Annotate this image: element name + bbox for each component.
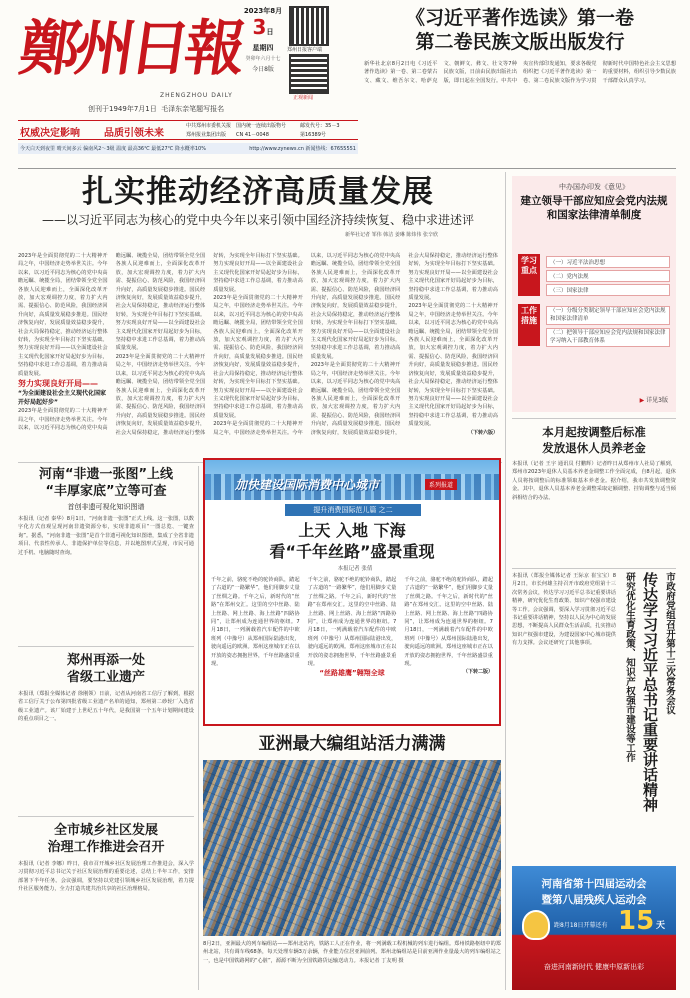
- feature-headline-2: 看“千年丝路”盛景重现: [269, 542, 435, 561]
- community-headline-1: 全市城乡社区发展: [53, 823, 158, 838]
- heritage-body: 本报讯（记者 秦华）8月1日，“河南非遗一张图”正式上线。这一张图，以数字化方式直观呈现河南非遗资源分布，实现非遗项目“一图总览、一键查询”。据悉，“河南非遗一张图”是首个非遗可视化知识图谱，集成了全省非遗项目、代表性传承人、非遗保护单位等信息，并以地图形式呈现，市民可通过手机、电脑随时查询。: [18, 516, 194, 556]
- lead-subtitle: 努力实现良好开局——: [18, 379, 98, 389]
- pension-headline-1: 本月起按调整后标准: [542, 425, 646, 439]
- ad-countdown: 15: [618, 906, 655, 936]
- lead-body-4: 2023年是全面贯彻党的二十大精神开局之年，中国经济走势举世关注。今年以来，以习近平同志为核心的党中央高瞻远瞩、统揽全局，团结带领全党全国各族人民迎难而上，全面深化改革开放，加大宏观调控力度，着力扩大内需、提振信心、防范风险，我国经济回升向好，高质量发展稳步推进。国民经济恢复向好，发展质量效益稳步提升，社会大局保持稳定，推动经济运行整体好转，为实现全年目标打下坚实基础。努力实现良好开局——以全面建设社会主义现代化国家开好局起好步为目标，坚持稳中求进工作总基调，着力推动高质量发展。: [213, 295, 303, 419]
- inscription: 毛泽东亲笔题写报名: [161, 105, 225, 113]
- industrial-body: 本报讯（郑报全媒体记者 徐刚领）日前，记者从河南省工信厅了解到，根据省工信厅关于公布第四批省级工业遗产名单的通知，郑州第二砂轮厂入选省级工业遗产。该厂始建于上世纪五十年代，是我国第一个五年计划期间建设的重点项目之一。: [18, 691, 194, 723]
- notice-kicker: 中办国办印发《意见》: [559, 183, 629, 191]
- mascot-icon: [522, 910, 550, 940]
- work-item-2: （二）把领导干部应知应会党内法规和国家法律学习纳入干部教育体系: [546, 328, 670, 347]
- page-count: 今日8版: [252, 66, 274, 73]
- weather-bar: [18, 143, 358, 154]
- heritage-subhead: 首创非遗可视化知识图谱: [67, 503, 145, 511]
- qr-code-icon-2[interactable]: [291, 56, 327, 92]
- study-item-1: （一）习近平法治思想: [546, 256, 670, 268]
- community-headline-2: 治理工作推进会召开: [47, 840, 165, 855]
- qr-code-icon[interactable]: [291, 8, 327, 44]
- lead-subtitle-2: “为全面建设社会主义现代化国家开好局起好步”: [18, 390, 106, 407]
- sidebar-notice: [512, 176, 676, 412]
- lead-subhead: ——以习近平同志为核心的党中央今年以来引领中国经济持续恢复、稳中求进述评: [41, 213, 474, 227]
- gov-meeting-vertical-3: 研究优化生育政策、知识产权强市建设等工作: [624, 572, 635, 762]
- publisher-1: 中共郑州市委机关报: [186, 123, 232, 129]
- tag-work-measures: 工作措施: [518, 304, 540, 346]
- community-story: [18, 822, 194, 992]
- gov-meeting-vertical-1: 市政府党组召开第十三次常务会议: [664, 572, 675, 715]
- feature-byline: 本报记者 张倩: [337, 566, 373, 572]
- notice-more: 详见3版: [646, 397, 668, 404]
- lead-body-7: 2023年是全面贯彻党的二十大精神开局之年，中国经济走势举世关注。今年以来，以习近平同志为核心的党中央高瞻远瞩、统揽全局，团结带领全党全国各族人民迎难而上，全面深化改革开放，加大宏观调控力度，着力扩大内需、提振信心、防范风险，我国经济回升向好，高质量发展稳步推进。国民经济恢复向好，发展质量效益稳步提升，社会大局保持稳定，推动经济运行整体好转，为实现全年目标打下坚实基础。努力实现良好开局——以全面建设社会主义现代化国家开好局起好步为目标，坚持稳中求进工作总基调，着力推动高质量发展。: [408, 303, 498, 428]
- newspaper-logo: 鄭州日報: [15, 14, 245, 84]
- website: http://www.zynews.cn 新闻热线：67655551: [249, 146, 356, 152]
- tag-study-focus: 学习重点: [518, 254, 540, 296]
- top-story-headline-1: 《习近平著作选读》第一卷: [405, 7, 634, 29]
- industrial-headline-2: 省级工业遗产: [66, 670, 145, 685]
- english-name: ZHENGZHOU DAILY: [160, 92, 233, 99]
- qr-label-news: 正观新闻: [293, 95, 314, 101]
- asia-caption: 8月2日，亚洲最大的列车编组站——郑州北站内，铁路工人正在作业，将一列满载工程机械的列车进行编组。郑州铁路枢纽中的郑州北站，共有调车线68条，每天处理车辆3万余辆，作业能力位居亚洲前列。郑州北编组站是目前亚洲作业量最大的列车编组站之一，也是中国铁路网的“心脏”，源源不断为全国铁路货运输送动力。本报记者 丁友明 摄: [203, 941, 501, 964]
- publisher-2: 郑州报业集团出版: [186, 132, 227, 138]
- lead-continued[interactable]: （下转六版）: [467, 429, 498, 436]
- work-item-1: （一）分级分类制定领导干部应知应会党内法规和国家法律清单: [546, 306, 670, 325]
- feature-banner: [205, 460, 499, 500]
- post-code-2: 第16389号: [300, 132, 326, 138]
- weekday: 星期四: [252, 44, 274, 52]
- top-story-body: 新华社北京8月2日电《习近平著作选读》第一卷、第二卷蒙古文、藏文、维吾尔文、哈萨克文、朝鲜文、彝文、壮文等7种民族文版，日前由民族出版社出版，即日起在全国发行。中共中央宣传部印发通知，要求各级党组织把《习近平著作选读》第一卷、第二卷民族文版作为学习贯彻新时代中国特色社会主义思想的重要材料，组织引导少数民族干部群众认真学习。: [364, 61, 676, 84]
- feature-subheading: “丝路雄鹰”翱翔全球: [319, 669, 385, 678]
- industrial-headline-1: 郑州再添一处: [66, 653, 145, 668]
- notice-more-link[interactable]: [640, 395, 668, 404]
- pension-headline-2: 发放退休人员养老金: [542, 441, 646, 455]
- post-code-1: 邮发代号：35－3: [300, 123, 340, 129]
- study-item-3: （三）国家法律: [546, 284, 670, 296]
- issn-2: CN 41－0048: [236, 132, 269, 138]
- gov-meeting-story: [512, 572, 676, 860]
- unit-day: 日: [266, 28, 274, 36]
- top-story-headline-2: 第二卷民族文版出版发行: [415, 31, 625, 53]
- feature-banner-tag: 系列报道: [425, 479, 457, 490]
- date-block: [243, 6, 283, 73]
- heritage-headline-2: “丰厚家底”立等可查: [45, 484, 167, 499]
- pension-story: [512, 424, 676, 564]
- arrow-icon: ▶: [639, 397, 645, 404]
- community-body: 本报讯（记者 李娜）昨日，我市召开城乡社区发展治理工作推进会，深入学习贯彻习近平总书记关于社区发展治理的重要论述，总结上半年工作，安排部署下半年任务。会议强调，要坚持以党建引领城乡社区发展治理，着力提升社区服务能力，全力打造共建共治共享的社区治理格局。: [18, 861, 194, 893]
- slogan-2: 品质引领未来: [104, 128, 164, 139]
- feature-continued[interactable]: （下转二版）: [462, 669, 493, 676]
- gov-meeting-body: 本报讯（郑报全媒体记者 王际京 崔宝宝）8月2日，市长何雄主持召开市政府党组第十三次常务会议，传达学习习近平总书记重要讲话精神，研究优化生育政策、知识产权强市建设等工作。会议强调，要深入学习贯彻习近平总书记重要讲话精神，坚持以人民为中心的发展思想，不断提高人民群众生活品质，扎实推动知识产权强市建设，为建设国家中心城市提供有力支撑。会议还研究了其他事项。: [512, 573, 616, 647]
- feature-headline-1: 上天 入地 下海: [298, 521, 406, 540]
- lead-story: [18, 172, 498, 458]
- feature-body-2: 千年之前，骆驼不绝的驼铃商队，踏起了古道的“一路繁华”，他们用脚步丈量了丝绸之路。千年之后，新时代的“丝路”在郑州交汇。这里的空中丝路、陆上丝路、网上丝路、海上丝路“四路协同”，让郑州成为连通世界的枢纽。7月18日，一列满载着汽车配件的中欧班列（中豫号）从郑州国际陆港出发，驶向遥远的欧洲。郑州这座城市正在以开放的姿态拥抱世界，千年丝路盛景重现。: [307, 577, 397, 668]
- ad-date-label: 距8月18日开幕还有: [554, 922, 608, 929]
- ad-slogan: 奋进河南新时代 健康中原新出彩: [543, 963, 645, 971]
- qr-label-app: 郑州日报客户端: [287, 47, 323, 53]
- pension-body: 本报讯（记者 王宇 通讯员 付鹏辉）记者昨日从郑州市人社局了解到，郑州市2023年退休人员基本养老金调整工作全面完成，自8月起，退休人员将按调整后的标准领取基本养老金。据介绍，我市共发放调整资金。其中，退休人员基本养老金调整采取定额调整、挂钩调整与适当倾斜相结合的办法。: [512, 461, 676, 501]
- lead-byline: 新华社记者 邹伟 韩洁 姜琳 陈炜伟 张辛欣: [345, 232, 438, 238]
- slogan-bar: [18, 120, 358, 140]
- notice-headline: 建立领导干部应知应会党内法规和国家法律清单制度: [520, 195, 668, 221]
- study-item-2: （二）党内法规: [546, 270, 670, 282]
- heritage-story: [18, 466, 194, 642]
- feature-series: 提升消费国际范儿篇 之二: [285, 504, 421, 516]
- gov-meeting-vertical-2: 传达学习习近平总书记重要讲话精神: [641, 572, 659, 812]
- ad-line-1: 河南省第十四届运动会: [541, 878, 647, 890]
- feature-banner-title: 加快建设国际消费中心城市: [235, 478, 380, 492]
- ad-line-2: 暨第八届残疾人运动会: [541, 894, 647, 906]
- sports-games-ad[interactable]: [512, 866, 676, 990]
- lead-body-3: 2023年是全面贯彻党的二十大精神开局之年，中国经济走势举世关注。今年以来，以习近平同志为核心的党中央高瞻远瞩、统揽全局，团结带领全党全国各族人民迎难而上，全面深化改革开放，加大宏观调控力度，着力扩大内需、提振信心、防范风险，我国经济回升向好，高质量发展稳步推进。国民经济恢复向好，发展质量效益稳步提升，社会大局保持稳定，推动经济运行整体好转，为实现全年目标打下坚实基础。努力实现良好开局——以全面建设社会主义现代化国家开好局起好步为目标，坚持稳中求进工作总基调，着力推动高质量发展。: [115, 253, 303, 436]
- lunar-date: 癸卯年六月十七: [245, 56, 281, 62]
- railyard-photo: [203, 760, 501, 936]
- industrial-story: [18, 652, 194, 812]
- ad-unit: 天: [656, 921, 666, 931]
- asia-headline: 亚洲最大编组站活力满满: [258, 734, 446, 754]
- issn-1: 国内统一连续出版物号: [236, 123, 287, 129]
- feature-body-3: 千年之前，骆驼不绝的驼铃商队，踏起了古道的“一路繁华”，他们用脚步丈量了丝绸之路。千年之后，新时代的“丝路”在郑州交汇。这里的空中丝路、陆上丝路、网上丝路、海上丝路“四路协同”，让郑州成为连通世界的枢纽。7月18日，一列满载着汽车配件的中欧班列（中豫号）从郑州国际陆港出发，驶向遥远的欧洲。郑州这座城市正在以开放的姿态拥抱世界，千年丝路盛景重现。: [404, 577, 493, 668]
- slogan-1: 权威决定影响: [20, 128, 80, 139]
- heritage-headline-1: 河南“非遗一张图”上线: [38, 467, 174, 482]
- feature-box: [203, 458, 501, 726]
- feature-body-1: 千年之前，骆驼不绝的驼铃商队，踏起了古道的“一路繁华”，他们用脚步丈量了丝绸之路。千年之后，新时代的“丝路”在郑州交汇。这里的空中丝路、陆上丝路、网上丝路、海上丝路“四路协同”，让郑州成为连通世界的枢纽。7月18日，一列满载着汽车配件的中欧班列（中豫号）从郑州国际陆港出发，驶向遥远的欧洲。郑州这座城市正在以开放的姿态拥抱世界，千年丝路盛景重现。: [211, 577, 300, 668]
- year-month: 2023年8月: [243, 7, 283, 15]
- lead-headline: 扎实推动经济高质量发展: [82, 174, 434, 210]
- lead-body-5: 2023年是全面贯彻党的二十大精神开局之年，中国经济走势举世关注。今年以来，以习近平同志为核心的党中央高瞻远瞩、统揽全局，团结带领全党全国各族人民迎难而上，全面深化改革开放，加大宏观调控力度，着力扩大内需、提振信心、防范风险，我国经济回升向好，高质量发展稳步推进。国民经济恢复向好，发展质量效益稳步提升，社会大局保持稳定，推动经济运行整体好转，为实现全年目标打下坚实基础。努力实现良好开局——以全面建设社会主义现代化国家开好局起好步为目标，坚持稳中求进工作总基调，着力推动高质量发展。: [213, 253, 401, 436]
- lead-body-2: 2023年是全面贯彻党的二十大精神开局之年，中国经济走势举世关注。今年以来，以习近平同志为核心的党中央高瞻远瞩、统揽全局，团结带领全党全国各族人民迎难而上，全面深化改革开放，加大宏观调控力度，着力扩大内需、提振信心、防范风险，我国经济回升向好，高质量发展稳步推进。国民经济恢复向好，发展质量效益稳步提升，社会大局保持稳定，推动经济运行整体好转，为实现全年目标打下坚实基础。努力实现良好开局——以全面建设社会主义现代化国家开好局起好步为目标，坚持稳中求进工作总基调，着力推动高质量发展。: [18, 253, 206, 431]
- top-story: [364, 6, 676, 160]
- weather: 今天白天到夜里 晴天间多云 偏南风2～3级 温度 最高36℃ 最低27℃ 降水概率10%: [20, 146, 206, 152]
- founded: 创刊于1949年7月1日: [88, 105, 157, 113]
- day: 3: [252, 15, 267, 39]
- lead-body-1: 2023年是全面贯彻党的二十大精神开局之年，中国经济走势举世关注。今年以来，以习近平同志为核心的党中央高瞻远瞩、统揽全局，团结带领全党全国各族人民迎难而上，全面深化改革开放，加大宏观调控力度，着力扩大内需、提振信心、防范风险，我国经济回升向好，高质量发展稳步推进。国民经济恢复向好，发展质量效益稳步提升，社会大局保持稳定，推动经济运行整体好转，为实现全年目标打下坚实基础。努力实现良好开局——以全面建设社会主义现代化国家开好局起好步为目标，坚持稳中求进工作总基调，着力推动高质量发展。: [18, 253, 108, 377]
- lead-body-6: 2023年是全面贯彻党的二十大精神开局之年，中国经济走势举世关注。今年以来，以习近平同志为核心的党中央高瞻远瞩、统揽全局，团结带领全党全国各族人民迎难而上，全面深化改革开放，加大宏观调控力度，着力扩大内需、提振信心、防范风险，我国经济回升向好，高质量发展稳步推进。国民经济恢复向好，发展质量效益稳步提升，社会大局保持稳定，推动经济运行整体好转，为实现全年目标打下坚实基础。努力实现良好开局——以全面建设社会主义现代化国家开好局起好步为目标，坚持稳中求进工作总基调，着力推动高质量发展。: [310, 253, 498, 436]
